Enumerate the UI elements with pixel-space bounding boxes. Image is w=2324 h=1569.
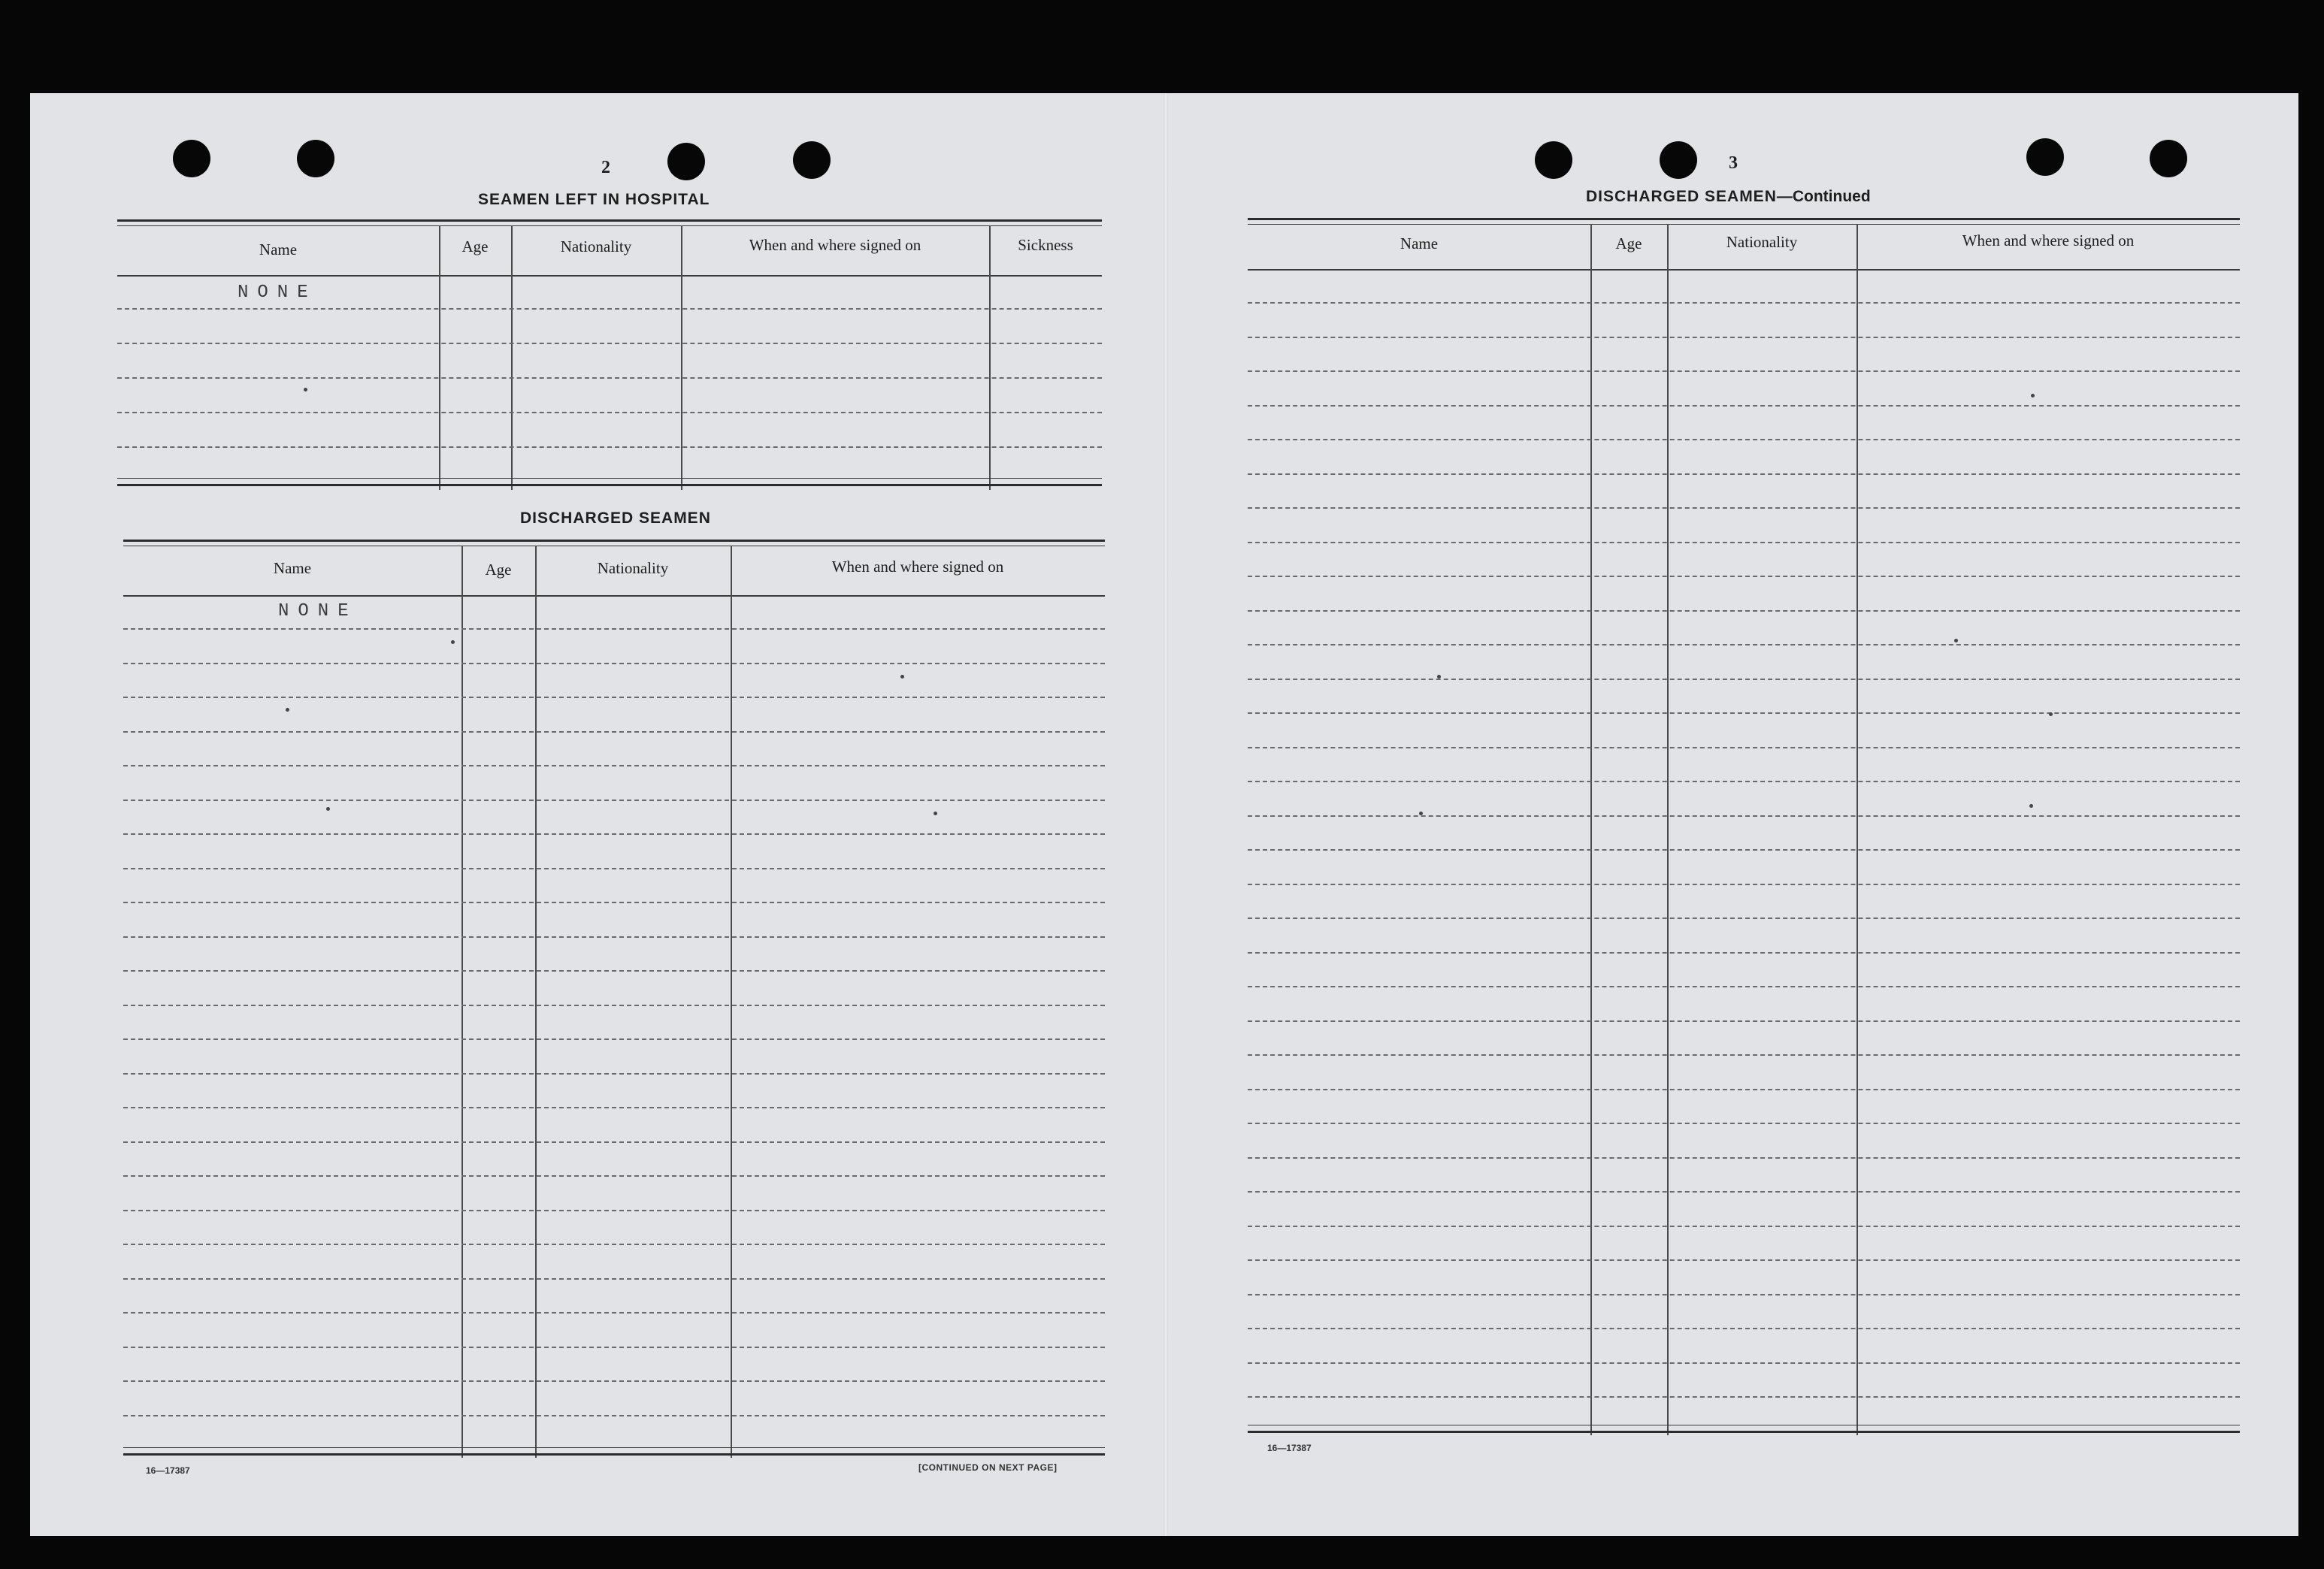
column-header-age: Age	[1615, 234, 1642, 252]
column-header-name: Name	[259, 240, 298, 258]
table-row	[1248, 370, 2240, 372]
column-header-signed-on: When and where signed on	[1962, 231, 2135, 249]
table-row	[123, 663, 1105, 664]
table-row	[1248, 1157, 2240, 1159]
section-title-suffix: —Continued	[1776, 188, 1871, 205]
hospital-table	[117, 219, 1102, 490]
table-row	[123, 1380, 1105, 1382]
table-row	[123, 765, 1105, 766]
punch-hole	[1660, 141, 1697, 179]
table-row	[123, 833, 1105, 835]
discharged-section-title: DISCHARGED SEAMEN	[520, 509, 711, 527]
column-header-age: Age	[485, 561, 512, 579]
table-row	[123, 731, 1105, 733]
table-row	[117, 343, 1102, 344]
punch-hole	[2026, 138, 2064, 176]
ink-speck	[1437, 675, 1441, 679]
form-code: 16—17387	[146, 1465, 190, 1476]
ink-speck	[286, 708, 289, 712]
table-row	[123, 1141, 1105, 1143]
ink-speck	[1954, 639, 1958, 642]
table-row	[123, 697, 1105, 698]
punch-hole	[173, 140, 210, 177]
table-row	[117, 377, 1102, 379]
punch-hole	[2150, 140, 2187, 177]
table-row	[1248, 918, 2240, 919]
table-row	[123, 970, 1105, 972]
page-number: 2	[601, 158, 611, 177]
table-row	[1248, 337, 2240, 338]
table-row	[123, 1107, 1105, 1108]
ink-speck	[934, 812, 937, 815]
column-header-sickness: Sickness	[1018, 236, 1073, 254]
table-row	[1248, 712, 2240, 714]
table-row	[1248, 1054, 2240, 1056]
ink-speck	[2029, 804, 2033, 808]
section-title-text: DISCHARGED SEAMEN	[1586, 188, 1777, 205]
table-row	[1248, 507, 2240, 509]
table-row	[1248, 1362, 2240, 1364]
table-row	[1248, 986, 2240, 987]
right-page	[1173, 93, 2298, 1536]
column-header-name: Name	[1400, 234, 1439, 252]
table-row	[1248, 542, 2240, 543]
punch-hole	[667, 143, 705, 180]
hospital-section-title: SEAMEN LEFT IN HOSPITAL	[478, 191, 710, 208]
table-row	[1248, 1191, 2240, 1193]
ink-speck	[900, 675, 904, 679]
table-row	[123, 902, 1105, 903]
table-row	[1248, 747, 2240, 748]
table-row	[1248, 610, 2240, 612]
table-row	[1248, 849, 2240, 851]
table-row	[1248, 952, 2240, 954]
table-row	[1248, 1123, 2240, 1124]
table-row	[1248, 1020, 2240, 1022]
left-page	[30, 93, 1157, 1536]
table-row	[1248, 1396, 2240, 1398]
form-code: 16—17387	[1267, 1443, 1312, 1453]
table-row	[123, 1038, 1105, 1040]
continued-note: [CONTINUED ON NEXT PAGE]	[918, 1462, 1058, 1473]
table-row	[1248, 815, 2240, 817]
table-row	[1248, 884, 2240, 885]
ink-speck	[2049, 712, 2053, 716]
table-row	[1248, 1328, 2240, 1329]
page-number: 3	[1729, 153, 1738, 173]
table-row	[1248, 679, 2240, 680]
table-row	[123, 628, 1105, 630]
column-header-age: Age	[461, 237, 489, 255]
table-row	[123, 1244, 1105, 1245]
discharged-continued-title	[1586, 188, 1871, 206]
table-row	[123, 1210, 1105, 1211]
table-row	[1248, 405, 2240, 407]
hospital-entry-none: NONE	[238, 283, 317, 303]
table-row	[117, 308, 1102, 310]
column-header-nationality: Nationality	[1726, 233, 1798, 251]
table-row	[1248, 1089, 2240, 1090]
table-row	[1248, 781, 2240, 782]
table-row	[123, 1312, 1105, 1314]
column-header-name: Name	[273, 559, 312, 577]
table-row	[123, 1005, 1105, 1006]
discharged-entry-none: NONE	[278, 601, 358, 621]
ink-speck	[451, 640, 455, 644]
table-row	[123, 1347, 1105, 1348]
column-header-nationality: Nationality	[597, 559, 669, 577]
ink-speck	[2031, 394, 2035, 398]
column-header-nationality: Nationality	[560, 237, 632, 255]
discharged-continued-table	[1248, 218, 2240, 1435]
punch-hole	[1535, 141, 1572, 179]
table-row	[1248, 1294, 2240, 1295]
center-fold	[1164, 93, 1168, 1536]
table-row	[1248, 576, 2240, 577]
table-row	[123, 1073, 1105, 1075]
ink-speck	[1419, 812, 1423, 815]
table-row	[1248, 439, 2240, 440]
open-form-booklet	[30, 93, 2298, 1536]
table-row	[117, 446, 1102, 448]
table-row	[117, 412, 1102, 413]
table-row	[1248, 1226, 2240, 1227]
table-row	[1248, 473, 2240, 475]
ink-speck	[304, 388, 307, 391]
column-header-signed-on: When and where signed on	[749, 236, 921, 254]
table-row	[1248, 644, 2240, 645]
table-row	[123, 1278, 1105, 1280]
punch-hole	[793, 141, 831, 179]
discharged-table	[123, 540, 1105, 1458]
table-row	[1248, 1259, 2240, 1261]
table-row	[123, 868, 1105, 869]
ink-speck	[326, 807, 330, 811]
punch-hole	[297, 140, 334, 177]
table-row	[123, 1175, 1105, 1177]
table-row	[123, 800, 1105, 801]
column-header-signed-on: When and where signed on	[831, 558, 1004, 576]
table-row	[123, 1415, 1105, 1416]
table-row	[123, 936, 1105, 938]
table-row	[1248, 302, 2240, 304]
